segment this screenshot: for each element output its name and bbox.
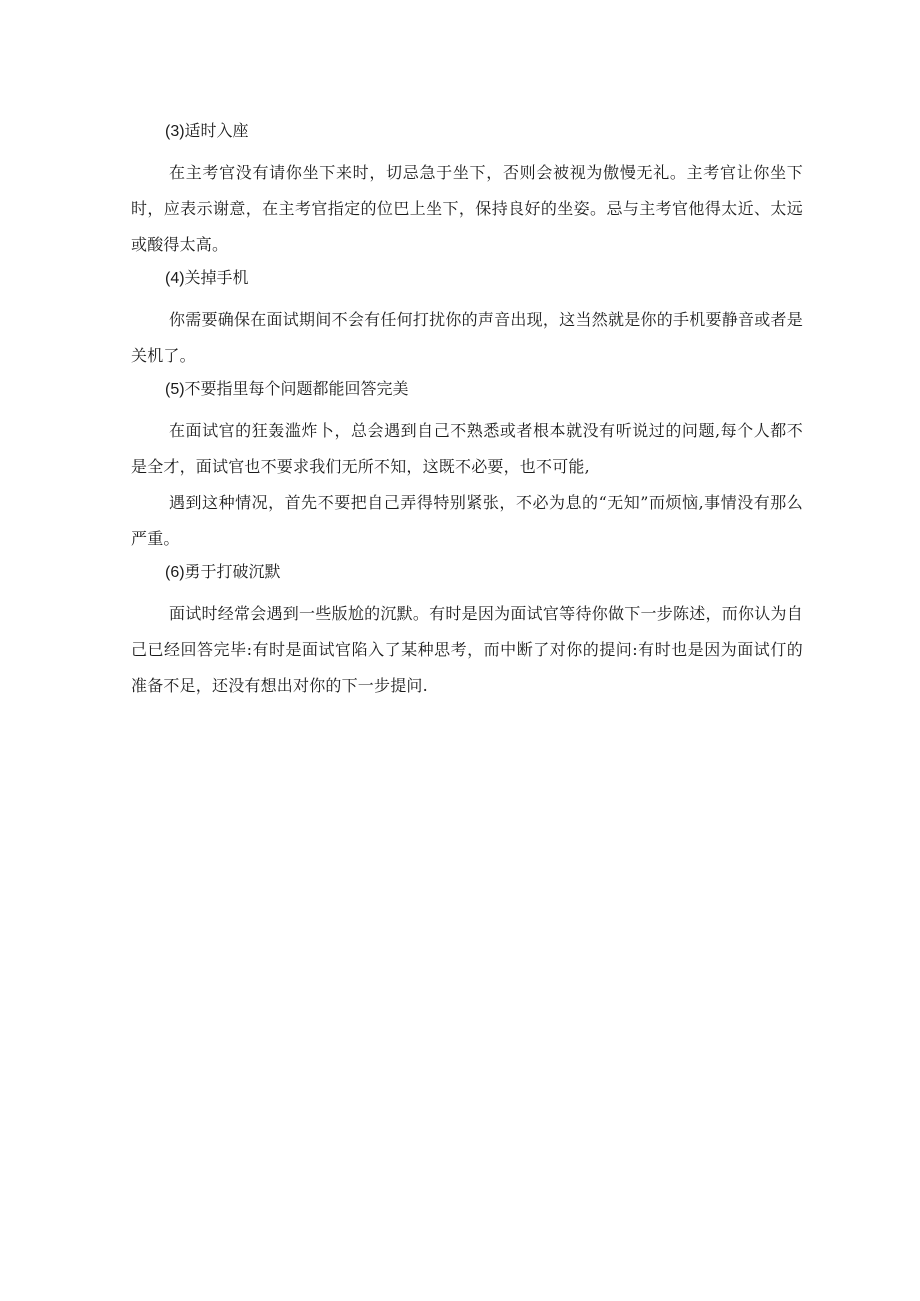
document-body [131, 120, 803, 704]
section-paragraph: 遇到这种情况，首先不要把自己弄得特别紧张，不必为息的“无知”而烦恼,事情没有那么严重。 [131, 493, 803, 548]
section-paragraph: 在面试官的狂轰滥炸卜，总会遇到自己不熟悉或者根本就没有听说过的问题,每个人都不是全才，面试官也不要求我们无所不知，这既不必要，也不可能, [131, 421, 803, 476]
section-heading-3: (3)适时入座 [165, 123, 249, 140]
section-paragraph: 面试时经常会遇到一些版尬的沉默。有时是因为面试官等待你做下一步陈述，而你认为自己已经回答完毕:有时是面试官陷入了某种思考，而中断了对你的提问:有时也是因为面试仃的准备不足，还没有想出对你的下一步提问. [131, 604, 803, 695]
section-heading-5: (5)不要指里每个问题都能回答完美 [165, 381, 409, 398]
section-heading-6: (6)勇于打破沉默 [165, 564, 281, 581]
section-paragraph: 你需要确保在面试期间不会有任何打扰你的声音出现，这当然就是你的手机要静音或者是关机了。 [131, 310, 803, 365]
section-paragraph: 在主考官没有请你坐下来时，切忌急于坐下，否则会被视为傲慢无礼。主考官让你坐下时，应表示谢意，在主考官指定的位巴上坐下，保持良好的坐姿。忌与主考官他得太近、太远或酸得太高。 [131, 163, 803, 254]
section-heading-4: (4)关掉手机 [165, 270, 249, 287]
